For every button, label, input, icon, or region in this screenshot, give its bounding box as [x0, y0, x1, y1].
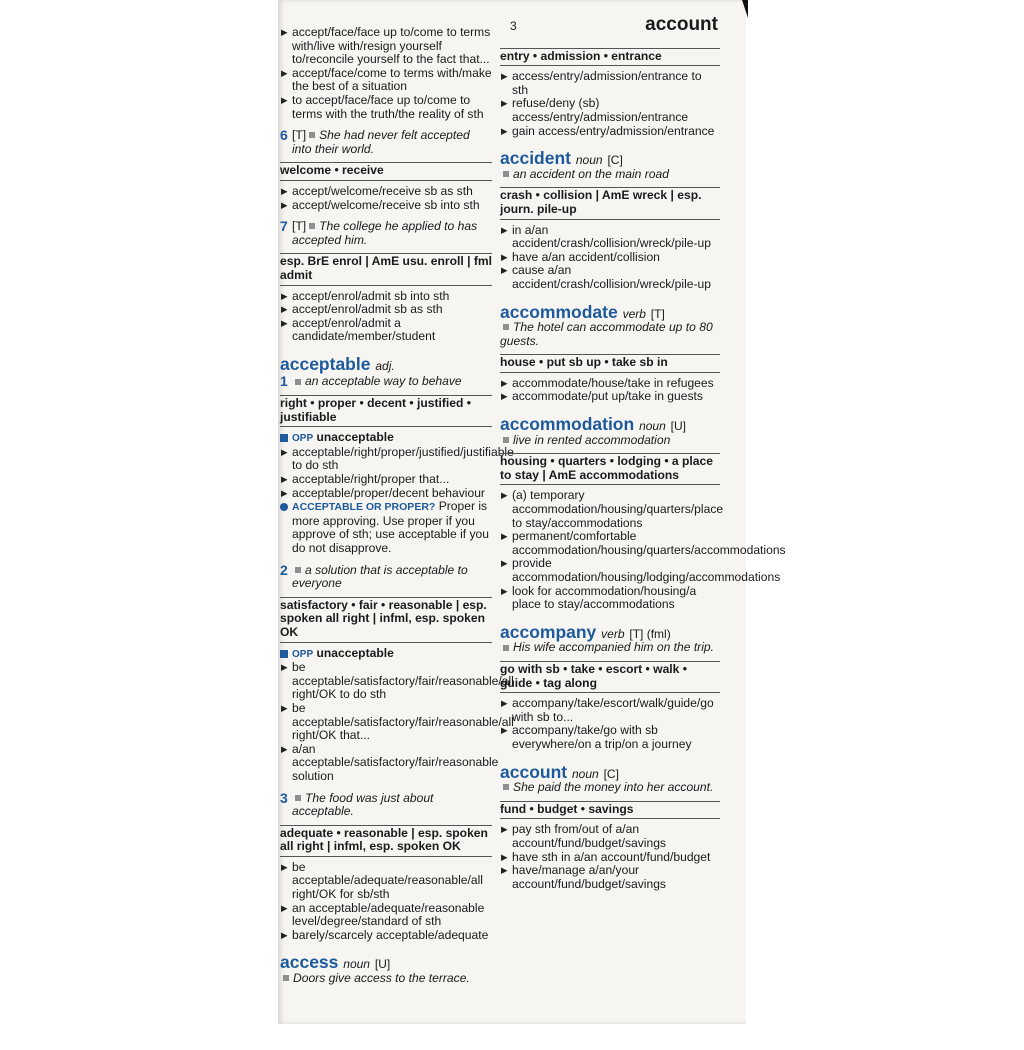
- synonym-bar: satisfactory • fair • reasonable | esp. spoken all right | infml, esp. spoken OK: [280, 597, 492, 643]
- part-of-speech: noun: [571, 766, 599, 781]
- example-line: [500, 168, 720, 182]
- part-of-speech: noun: [343, 957, 370, 972]
- left-column: [280, 0, 514, 1050]
- synonym-bar: welcome • receive: [280, 162, 492, 181]
- example-sentence: She had never felt accepted into their world.: [292, 128, 470, 156]
- headword: account: [500, 761, 568, 782]
- collocation-item: ▶ accompany/take/escort/walk/guide/go with sb to...: [500, 697, 720, 724]
- example-sentence: Doors give access to the terrace.: [293, 971, 470, 986]
- grammar-code: [T]: [292, 219, 307, 234]
- example-square-icon: [503, 784, 509, 790]
- part-of-speech: verb: [601, 626, 625, 641]
- headword-accident: [500, 148, 720, 169]
- grammar-code: [U]: [374, 957, 391, 972]
- sense-number: 3: [280, 789, 288, 806]
- sense-2: [280, 561, 492, 591]
- part-of-speech: noun: [639, 419, 666, 434]
- collocation-item: ▶ barely/scarcely acceptable/adequate: [280, 929, 492, 943]
- collocation-item: ▶ be acceptable/satisfactory/fair/reasonable/all right/OK that...: [280, 702, 492, 743]
- right-column: [500, 0, 786, 1042]
- headword-accommodate: [500, 301, 720, 322]
- example-sentence: an acceptable way to behave: [305, 374, 462, 389]
- headword-access: [280, 952, 492, 973]
- dictionary-page: [278, 0, 786, 1024]
- example-line: [500, 781, 720, 795]
- opposite-word: unacceptable: [316, 430, 394, 445]
- example-sentence: His wife accompanied him on the trip.: [513, 640, 714, 655]
- sense-7: [280, 220, 492, 247]
- collocation-item: ▶ accept/enrol/admit sb into sth: [280, 290, 492, 304]
- grammar-code: [C]: [607, 153, 623, 168]
- opposite-square-icon: [280, 434, 288, 442]
- collocation-item: ▶ accept/welcome/receive sb into sth: [280, 199, 492, 213]
- page-corner-shadow: [742, 0, 748, 18]
- sense-number: 2: [280, 561, 288, 578]
- collocation-item: ▶ have sth in a/an account/fund/budget: [500, 851, 720, 865]
- headword: acceptable: [280, 353, 371, 374]
- collocation-item: ▶ provide accommodation/housing/lodging/accommodations: [500, 557, 720, 584]
- guide-word: account: [645, 14, 718, 35]
- synonym-bar: fund • budget • savings: [500, 801, 720, 820]
- opposite-line: [280, 647, 492, 662]
- synonym-bar: entry • admission • entrance: [500, 48, 720, 67]
- collocation-item: ▶ look for accommodation/housing/a place to stay/accommodations: [500, 585, 720, 612]
- collocation-item: ▶ accept/face/face up to/come to terms with/live with/resign yourself to/reconcile yourself to the fact that...: [280, 26, 492, 67]
- sense-number: 6: [280, 127, 288, 144]
- collocation-item: ▶ accept/face/come to terms with/make the best of a situation: [280, 67, 492, 94]
- collocation-item: ▶ an acceptable/adequate/reasonable level/degree/standard of sth: [280, 902, 492, 929]
- collocation-item: ▶ pay sth from/out of a/an account/fund/budget/savings: [500, 823, 720, 850]
- grammar-code: [T] (fml): [629, 626, 671, 641]
- note-heading: ACCEPTABLE OR PROPER?: [292, 501, 436, 514]
- collocation-item: ▶ be acceptable/adequate/reasonable/all right/OK for sb/sth: [280, 861, 492, 902]
- synonym-bar: house • put sb up • take sb in: [500, 354, 720, 373]
- collocation-item: ▶ to accept/face/face up to/come to terms with the truth/the reality of sth: [280, 94, 492, 121]
- example-square-icon: [309, 223, 315, 229]
- example-line: [500, 321, 720, 348]
- headword: accommodation: [500, 414, 635, 435]
- opposite-word: unacceptable: [316, 645, 394, 660]
- sense-number: 7: [280, 218, 288, 235]
- headword-account: [500, 761, 720, 782]
- collocation-item: ▶ permanent/comfortable accommodation/housing/quarters/accommodations: [500, 530, 720, 557]
- collocation-item: ▶ (a) temporary accommodation/housing/quarters/place to stay/accommodations: [500, 489, 720, 530]
- access-example-line: [280, 972, 492, 986]
- headword: accompany: [500, 621, 597, 642]
- collocation-item: ▶ accompany/take/go with sb everywhere/on a trip/on a journey: [500, 724, 720, 751]
- example-line: [500, 641, 720, 655]
- sense-1: [280, 375, 492, 389]
- opposite-square-icon: [280, 650, 288, 658]
- headword: access: [280, 952, 339, 973]
- part-of-speech: verb: [622, 306, 646, 321]
- running-head: [500, 14, 720, 35]
- example-square-icon: [295, 567, 301, 573]
- collocation-item: ▶ accept/enrol/admit sb as sth: [280, 303, 492, 317]
- synonym-bar: right • proper • decent • justified • justifiable: [280, 395, 492, 427]
- page-number: 3: [510, 19, 517, 33]
- example-sentence: a solution that is acceptable to everyone: [292, 562, 468, 591]
- grammar-code: [C]: [603, 766, 619, 781]
- part-of-speech: adj.: [375, 358, 395, 373]
- collocation-item: ▶ have a/an accident/collision: [500, 251, 720, 265]
- grammar-code: [U]: [670, 419, 686, 434]
- collocation-item: ▶ accept/welcome/receive sb as sth: [280, 185, 492, 199]
- example-sentence: live in rented accommodation: [513, 432, 671, 447]
- note-circle-icon: [280, 503, 288, 511]
- headword-accompany: [500, 621, 720, 642]
- collocation-item: ▶ be acceptable/satisfactory/fair/reasonable/all right/OK to do sth: [280, 661, 492, 702]
- collocation-item: ▶ refuse/deny (sb) access/entry/admission/entrance: [500, 97, 720, 124]
- collocation-item: ▶ acceptable/right/proper that...: [280, 473, 492, 487]
- part-of-speech: noun: [575, 153, 603, 168]
- grammar-code: [T]: [650, 306, 665, 321]
- example-square-icon: [503, 645, 509, 651]
- sense-6: [280, 129, 492, 156]
- headword-acceptable: [280, 353, 492, 374]
- example-sentence: The hotel can accommodate up to 80 guests.: [500, 320, 713, 348]
- collocation-item: ▶ have/manage a/an/your account/fund/budget/savings: [500, 864, 720, 891]
- example-square-icon: [295, 379, 301, 385]
- example-square-icon: [283, 975, 289, 981]
- example-square-icon: [309, 132, 315, 138]
- example-square-icon: [503, 171, 509, 177]
- example-square-icon: [503, 324, 509, 330]
- grammar-code: [T]: [292, 128, 307, 143]
- collocation-item: ▶ acceptable/proper/decent behaviour: [280, 487, 492, 501]
- synonym-bar: crash • collision | AmE wreck | esp. journ. pile-up: [500, 187, 720, 219]
- example-line: [500, 434, 720, 448]
- example-sentence: She paid the money into her account.: [513, 780, 714, 795]
- sense-3: [280, 789, 492, 819]
- headword: accident: [500, 148, 571, 169]
- collocation-item: ▶ accept/enrol/admit a candidate/member/student: [280, 317, 492, 344]
- synonym-bar: adequate • reasonable | esp. spoken all right | infml, esp. spoken OK: [280, 825, 492, 857]
- collocation-item: ▶ in a/an accident/crash/collision/wreck/pile-up: [500, 224, 720, 251]
- example-square-icon: [295, 795, 301, 801]
- collocation-item: ▶ access/entry/admission/entrance to sth: [500, 70, 720, 97]
- collocation-item: ▶ gain access/entry/admission/entrance: [500, 125, 720, 139]
- headword-accommodation: [500, 414, 720, 435]
- example-square-icon: [503, 437, 509, 443]
- collocation-item: ▶ accommodate/house/take in refugees: [500, 377, 720, 391]
- collocation-item: ▶ cause a/an accident/crash/collision/wreck/pile-up: [500, 264, 720, 291]
- opposite-label: OPP: [292, 648, 314, 660]
- example-sentence: The food was just about acceptable.: [292, 790, 434, 819]
- synonym-bar: esp. BrE enrol | AmE usu. enroll | fml admit: [280, 253, 492, 285]
- collocation-item: ▶ acceptable/right/proper/justified/justifiable to do sth: [280, 446, 492, 473]
- example-sentence: The college he applied to has accepted him.: [292, 219, 478, 247]
- collocation-item: ▶ a/an acceptable/satisfactory/fair/reasonable solution: [280, 743, 492, 784]
- headword: accommodate: [500, 301, 618, 322]
- example-sentence: an accident on the main road: [513, 166, 669, 181]
- note-text: Proper is more approving. Use proper if you approve of sth; use acceptable if you do not disapprove.: [292, 499, 489, 555]
- usage-note: [280, 500, 492, 555]
- synonym-bar: go with sb • take • escort • walk • guide • tag along: [500, 661, 720, 693]
- sense-number: 1: [280, 373, 288, 390]
- collocation-item: ▶ accommodate/put up/take in guests: [500, 390, 720, 404]
- opposite-label: OPP: [292, 433, 314, 445]
- synonym-bar: housing • quarters • lodging • a place to stay | AmE accommodations: [500, 453, 720, 485]
- opposite-line: [280, 431, 492, 446]
